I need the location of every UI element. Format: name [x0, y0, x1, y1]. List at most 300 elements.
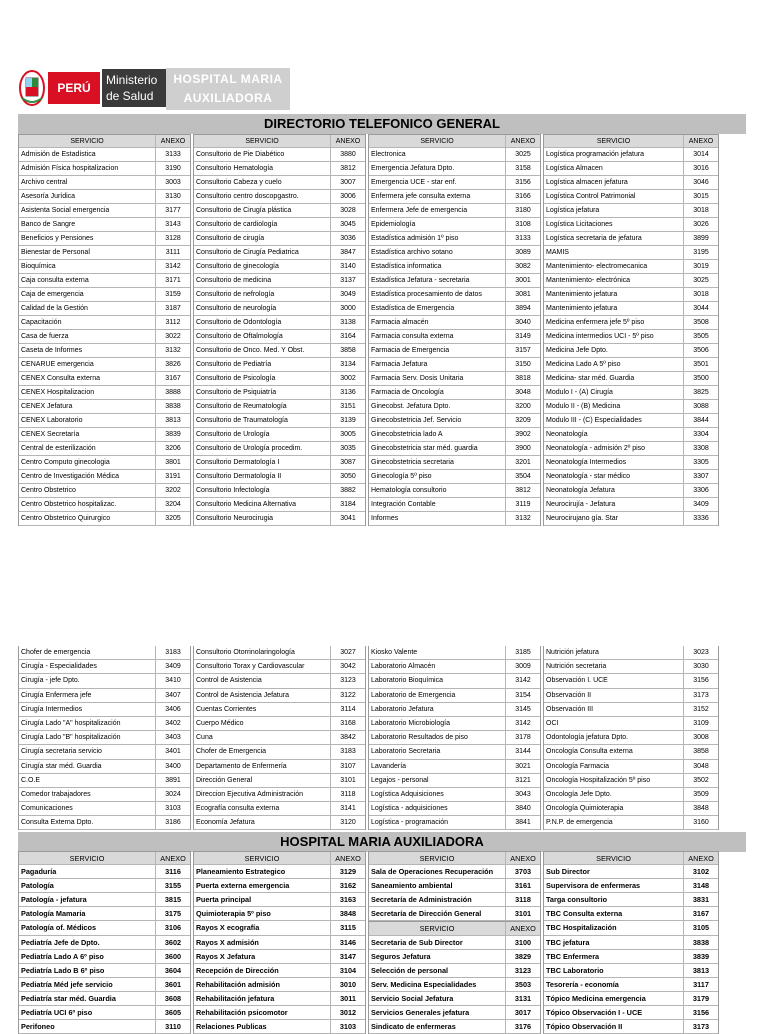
- annex-number: 3839: [155, 428, 190, 441]
- annex-number: 3087: [330, 456, 365, 469]
- service-name: Admisión de Estadística: [21, 151, 96, 158]
- annex-number: 3010: [330, 978, 365, 991]
- service-name: Estadística archivo sotano: [371, 249, 453, 256]
- table-row: [194, 484, 365, 498]
- column-header-row: [19, 851, 190, 865]
- annex-number: 3882: [330, 484, 365, 497]
- table-row: [369, 1020, 540, 1034]
- service-name: Estadística admisión 1º piso: [371, 235, 459, 242]
- annex-number: 3001: [505, 274, 540, 287]
- service-name: Laboratorio Jefatura: [371, 705, 434, 713]
- table-row: [194, 865, 365, 879]
- service-name: Consultorio de Cirugía plástica: [196, 207, 292, 214]
- service-name: Consultorio Dermatología II: [196, 473, 282, 480]
- annex-number: 3131: [505, 992, 540, 1005]
- service-name: Pediatría Lado B 6º piso: [21, 965, 105, 975]
- table-row: [19, 190, 190, 204]
- service-name: Electronica: [371, 151, 406, 158]
- table-row: [544, 731, 718, 745]
- annex-number: 3183: [330, 745, 365, 758]
- annex-number: 3161: [505, 879, 540, 892]
- annex-number: 3206: [155, 442, 190, 455]
- annex-header: ANEXO: [683, 135, 718, 147]
- annex-number: 3050: [330, 470, 365, 483]
- annex-number: 3209: [505, 414, 540, 427]
- annex-number: 3858: [330, 344, 365, 357]
- table-row: [544, 372, 718, 386]
- table-row: [19, 442, 190, 456]
- service-name: Ginecobstetricia star méd. guardia: [371, 445, 478, 452]
- service-name: Caseta de Informes: [21, 347, 83, 354]
- annex-number: 3829: [505, 950, 540, 963]
- service-name: Relaciones Publicas: [196, 1022, 267, 1032]
- table-row: [194, 936, 365, 950]
- table-row: [544, 907, 718, 921]
- service-name: Pediatría Lado A 6º piso: [21, 951, 104, 961]
- peru-coat-of-arms-icon: [18, 68, 46, 108]
- annex-number: 3304: [683, 428, 718, 441]
- table-row: [544, 302, 718, 316]
- service-name: Seguros Jefatura: [371, 951, 431, 961]
- table-row: [544, 274, 718, 288]
- table-row: [369, 646, 540, 660]
- annex-number: 3148: [683, 879, 718, 892]
- table-row: [194, 802, 365, 816]
- service-name: Consultorio de Urología procedim.: [196, 445, 303, 452]
- annex-number: 3826: [155, 358, 190, 371]
- annex-number: 3016: [683, 162, 718, 175]
- table-row: [194, 358, 365, 372]
- service-name: Consultorio Cabeza y cuelo: [196, 179, 282, 186]
- annex-number: 3082: [505, 260, 540, 273]
- service-name: Pediatría Jefe de Dpto.: [21, 937, 100, 947]
- table-row: [369, 442, 540, 456]
- table-row: [19, 788, 190, 802]
- table-row: [19, 260, 190, 274]
- service-name: Consultorio de cirugía: [196, 235, 265, 242]
- annex-number: 3129: [330, 865, 365, 878]
- table-row: [544, 316, 718, 330]
- table-row: [369, 802, 540, 816]
- annex-number: 3184: [330, 498, 365, 511]
- annex-number: 3154: [505, 689, 540, 702]
- table-row: [194, 745, 365, 759]
- service-name: Estadística Jefatura - secretaria: [371, 277, 470, 284]
- annex-number: 3108: [505, 218, 540, 231]
- service-name: Oncología Farmacia: [546, 762, 610, 770]
- hospital-section-title: HOSPITAL MARIA AUXILIADORA: [18, 832, 746, 852]
- service-name: Observación I. UCE: [546, 677, 608, 685]
- table-row: [544, 484, 718, 498]
- annex-number: 3608: [155, 992, 190, 1005]
- service-header: SERVICIO: [419, 924, 455, 934]
- annex-number: 3173: [683, 1020, 718, 1033]
- service-name: TBC Laboratorio: [546, 965, 604, 975]
- service-name: Tesorería - economía: [546, 979, 619, 989]
- service-name: Consultorio de neurología: [196, 305, 277, 312]
- annex-number: 3044: [683, 302, 718, 315]
- service-name: Farmacia almacén: [371, 319, 429, 326]
- service-name: Sindicato de enfermeras: [371, 1022, 456, 1032]
- table-row: [369, 372, 540, 386]
- service-name: Ginecología 5º piso: [371, 473, 432, 480]
- service-name: P.N.P. de emergencia: [546, 819, 613, 827]
- service-name: Neonatología - admisión 2º piso: [546, 445, 646, 452]
- service-name: TBC jefatura: [546, 937, 590, 947]
- service-name: Neonatología Jefatura: [546, 487, 615, 494]
- table-row: [194, 978, 365, 992]
- service-name: Consultorio de cardiología: [196, 221, 278, 228]
- annex-number: 3204: [155, 498, 190, 511]
- service-name: C.O.E: [21, 776, 41, 784]
- annex-number: 3160: [683, 816, 718, 829]
- service-name: Pediatría Méd jefe servicio: [21, 979, 113, 989]
- service-name: Estadística procesamiento de datos: [371, 291, 482, 298]
- service-name: Logística Control Patrimonial: [546, 193, 636, 200]
- annex-number: 3900: [505, 442, 540, 455]
- table-row: [544, 893, 718, 907]
- table-row: [369, 964, 540, 978]
- annex-number: 3111: [155, 246, 190, 259]
- annex-number: 3139: [330, 414, 365, 427]
- table-row: [544, 1006, 718, 1020]
- annex-header: ANEXO: [330, 852, 365, 864]
- service-name: Neonatología - star médico: [546, 473, 631, 480]
- service-name: Cirugía - Especialidades: [21, 663, 97, 671]
- table-row: [19, 246, 190, 260]
- annex-number: 3840: [505, 802, 540, 815]
- table-row: [544, 260, 718, 274]
- annex-number: 3183: [155, 646, 190, 659]
- annex-number: 3142: [505, 717, 540, 730]
- table-row: [544, 456, 718, 470]
- annex-number: 3149: [505, 330, 540, 343]
- service-name: Rayos X Jefatura: [196, 951, 256, 961]
- annex-number: 3137: [330, 274, 365, 287]
- table-row: [19, 386, 190, 400]
- service-name: Consultorio Hematología: [196, 165, 274, 172]
- service-name: Mantenimiento- electrónica: [546, 277, 631, 284]
- annex-number: 3801: [155, 456, 190, 469]
- table-row: [194, 344, 365, 358]
- table-row: [544, 358, 718, 372]
- annex-number: 3100: [505, 936, 540, 949]
- table-row: [19, 428, 190, 442]
- directory-column: [543, 646, 719, 830]
- service-name: Banco de Sangre: [21, 221, 76, 228]
- hospital-banner: [166, 68, 290, 110]
- annex-number: 3604: [155, 964, 190, 977]
- service-name: Laboratorio de Emergencia: [371, 691, 456, 699]
- annex-header: ANEXO: [505, 922, 540, 934]
- service-name: Servicio Social Jefatura: [371, 993, 454, 1003]
- annex-number: 3025: [683, 274, 718, 287]
- table-row: [369, 274, 540, 288]
- annex-number: 3132: [155, 344, 190, 357]
- service-name: Chofer de emergencia: [21, 649, 91, 656]
- service-name: Centro Obstetrico hospitalizac.: [21, 501, 117, 508]
- table-row: [19, 288, 190, 302]
- annex-number: 3117: [683, 978, 718, 991]
- annex-number: 3130: [155, 190, 190, 203]
- table-row: [544, 921, 718, 935]
- annex-number: 3600: [155, 950, 190, 963]
- annex-header: ANEXO: [330, 135, 365, 147]
- table-row: [369, 260, 540, 274]
- annex-number: 3142: [505, 674, 540, 687]
- annex-number: 3041: [330, 512, 365, 525]
- annex-number: 3509: [683, 788, 718, 801]
- service-name: Logística jefatura: [546, 207, 600, 214]
- service-name: Departamento de Enfermería: [196, 762, 287, 770]
- service-name: Neurocirujano gía. Star: [546, 515, 618, 522]
- service-header: SERVICIO: [596, 854, 631, 863]
- annex-number: 3089: [505, 246, 540, 259]
- table-row: [194, 288, 365, 302]
- annex-number: 3017: [505, 1006, 540, 1019]
- table-row: [369, 660, 540, 674]
- annex-number: 3156: [505, 176, 540, 189]
- service-name: Centro Computo ginecologia: [21, 459, 110, 466]
- annex-number: 3601: [155, 978, 190, 991]
- annex-number: 3101: [330, 774, 365, 787]
- table-row: [369, 148, 540, 162]
- service-name: Consultorio de Psicología: [196, 375, 276, 382]
- service-name: Consultorio centro doscopgastro.: [196, 193, 299, 200]
- annex-number: 3167: [155, 372, 190, 385]
- table-row: [19, 274, 190, 288]
- table-row: [369, 907, 540, 921]
- service-name: Medicina- star méd. Guardia: [546, 375, 635, 382]
- table-row: [544, 717, 718, 731]
- annex-number: 3858: [683, 745, 718, 758]
- table-row: [369, 689, 540, 703]
- table-row: [194, 428, 365, 442]
- annex-number: 3500: [683, 372, 718, 385]
- service-name: Integración Contable: [371, 501, 436, 508]
- annex-number: 3506: [683, 344, 718, 357]
- annex-number: 3009: [505, 660, 540, 673]
- annex-number: 3195: [683, 246, 718, 259]
- service-name: Enfermera Jefe de emergencia: [371, 207, 468, 214]
- table-row: [369, 484, 540, 498]
- annex-number: 3114: [330, 703, 365, 716]
- annex-number: 3815: [155, 893, 190, 906]
- table-row: [194, 964, 365, 978]
- service-name: Bienestar de Personal: [21, 249, 90, 256]
- service-name: Logística Almacen: [546, 165, 603, 172]
- table-row: [19, 148, 190, 162]
- service-name: Caja de emergencia: [21, 291, 84, 298]
- annex-header: ANEXO: [155, 135, 190, 147]
- annex-number: 3030: [683, 660, 718, 673]
- table-row: [19, 964, 190, 978]
- annex-number: 3143: [155, 218, 190, 231]
- table-row: [544, 660, 718, 674]
- service-name: Consultorio de Psiquiatría: [196, 389, 277, 396]
- table-row: [544, 936, 718, 950]
- table-row: [194, 260, 365, 274]
- annex-number: 3024: [155, 788, 190, 801]
- table-row: [369, 176, 540, 190]
- directory-column: [368, 646, 541, 830]
- column-header-row: [19, 134, 190, 148]
- service-name: Planeamiento Estrategico: [196, 867, 286, 877]
- table-row: [19, 218, 190, 232]
- service-name: Ginecobst. Jefatura Dpto.: [371, 403, 451, 410]
- annex-number: 3501: [683, 358, 718, 371]
- annex-number: 3156: [683, 674, 718, 687]
- table-row: [369, 512, 540, 526]
- annex-number: 3176: [505, 1020, 540, 1033]
- service-header: SERVICIO: [70, 138, 104, 145]
- service-name: Laboratorio Secretaria: [371, 748, 441, 756]
- table-row: [19, 302, 190, 316]
- service-name: CENEX Hospitalizacion: [21, 389, 95, 396]
- annex-number: 3508: [683, 316, 718, 329]
- annex-number: 3407: [155, 689, 190, 702]
- service-name: Consultorio de Oftalmología: [196, 333, 283, 340]
- annex-number: 3891: [155, 774, 190, 787]
- table-row: [194, 1020, 365, 1034]
- table-row: [194, 717, 365, 731]
- annex-header: ANEXO: [505, 852, 540, 864]
- table-row: [19, 660, 190, 674]
- table-row: [544, 774, 718, 788]
- annex-number: 3120: [330, 816, 365, 829]
- table-row: [544, 470, 718, 484]
- table-row: [19, 992, 190, 1006]
- directory-column: [18, 646, 191, 830]
- table-row: [369, 246, 540, 260]
- service-name: Observación III: [546, 705, 594, 713]
- table-row: [19, 456, 190, 470]
- table-row: [369, 816, 540, 830]
- table-row: [194, 893, 365, 907]
- annex-number: 3112: [155, 316, 190, 329]
- annex-number: 3049: [330, 288, 365, 301]
- service-name: Secretaría de Administración: [371, 895, 472, 905]
- annex-number: 3200: [505, 400, 540, 413]
- annex-number: 3123: [505, 964, 540, 977]
- annex-number: 3121: [505, 774, 540, 787]
- annex-number: 3007: [330, 176, 365, 189]
- directory-column: [368, 851, 541, 1034]
- service-name: Servicios Generales jefatura: [371, 1008, 470, 1018]
- table-row: [19, 802, 190, 816]
- annex-number: 3842: [330, 731, 365, 744]
- ministry-line1: Ministerio: [106, 73, 158, 87]
- service-name: Sala de Operaciones Recuperación: [371, 867, 494, 877]
- table-row: [544, 344, 718, 358]
- service-name: Patología Mamaria: [21, 909, 86, 919]
- table-row: [194, 1006, 365, 1020]
- table-row: [19, 316, 190, 330]
- table-row: [369, 204, 540, 218]
- service-name: Pediatría UCI 6º piso: [21, 1008, 93, 1018]
- table-row: [19, 674, 190, 688]
- service-name: Economía Jefatura: [196, 819, 255, 827]
- table-row: [544, 1020, 718, 1034]
- service-name: Centro Obstetrico: [21, 487, 76, 494]
- annex-number: 3177: [155, 204, 190, 217]
- table-row: [19, 1020, 190, 1034]
- annex-number: 3838: [155, 400, 190, 413]
- service-name: Epidemiología: [371, 221, 416, 228]
- table-row: [544, 865, 718, 879]
- service-header: SERVICIO: [420, 138, 454, 145]
- service-name: Neonatología: [546, 431, 588, 438]
- annex-number: 3107: [330, 760, 365, 773]
- table-row: [369, 400, 540, 414]
- table-row: [544, 428, 718, 442]
- annex-number: 3012: [330, 1006, 365, 1019]
- table-row: [544, 816, 718, 830]
- service-name: CENARUE emergencia: [21, 361, 94, 368]
- table-row: [544, 760, 718, 774]
- table-row: [194, 246, 365, 260]
- service-name: Admisión Física hospitalizacion: [21, 165, 119, 172]
- service-name: Cirugía Lado "A" hospitalización: [21, 719, 121, 727]
- annex-number: 3178: [505, 731, 540, 744]
- service-header: SERVICIO: [244, 854, 280, 863]
- service-name: Informes: [371, 515, 399, 522]
- service-name: Centro Obstetrico Quirurgico: [21, 515, 111, 522]
- service-name: Targa consultorio: [546, 895, 608, 905]
- annex-number: 3102: [683, 865, 718, 878]
- annex-number: 3166: [505, 190, 540, 203]
- service-name: Farmacia consulta externa: [371, 333, 454, 340]
- ministry-name: [102, 69, 166, 107]
- table-row: [369, 774, 540, 788]
- table-row: [19, 950, 190, 964]
- annex-number: 3043: [505, 788, 540, 801]
- table-row: [19, 879, 190, 893]
- table-row: [194, 218, 365, 232]
- service-name: OCI: [546, 719, 559, 727]
- service-name: Caja consulta externa: [21, 277, 89, 284]
- table-row: [19, 760, 190, 774]
- service-name: Direccion Ejecutiva Administración: [196, 790, 303, 798]
- table-row: [544, 646, 718, 660]
- table-row: [194, 232, 365, 246]
- service-name: Consultorio Neurocirugia: [196, 515, 274, 522]
- table-row: [369, 218, 540, 232]
- service-name: Consultorio Otorrinolaringología: [196, 649, 295, 656]
- table-row: [194, 162, 365, 176]
- table-row: [369, 674, 540, 688]
- service-name: Consultorio de Traumatología: [196, 417, 288, 424]
- table-row: [544, 400, 718, 414]
- service-name: Medicina enfermera jefe 5º piso: [546, 319, 645, 326]
- annex-number: 3403: [155, 731, 190, 744]
- table-row: [369, 232, 540, 246]
- table-row: [369, 428, 540, 442]
- table-row: [194, 400, 365, 414]
- table-row: [544, 442, 718, 456]
- table-row: [369, 358, 540, 372]
- annex-number: 3147: [330, 950, 365, 963]
- service-name: CENEX Jefatura: [21, 403, 73, 410]
- service-name: Supervisora de enfermeras: [546, 881, 641, 891]
- annex-number: 3400: [155, 760, 190, 773]
- service-name: Cirugía Intermedios: [21, 705, 83, 713]
- table-row: [194, 442, 365, 456]
- annex-number: 3305: [683, 456, 718, 469]
- table-row: [369, 162, 540, 176]
- service-name: Consultorio Torax y Cardiovascular: [196, 663, 305, 671]
- service-name: Comedor trabajadores: [21, 790, 91, 798]
